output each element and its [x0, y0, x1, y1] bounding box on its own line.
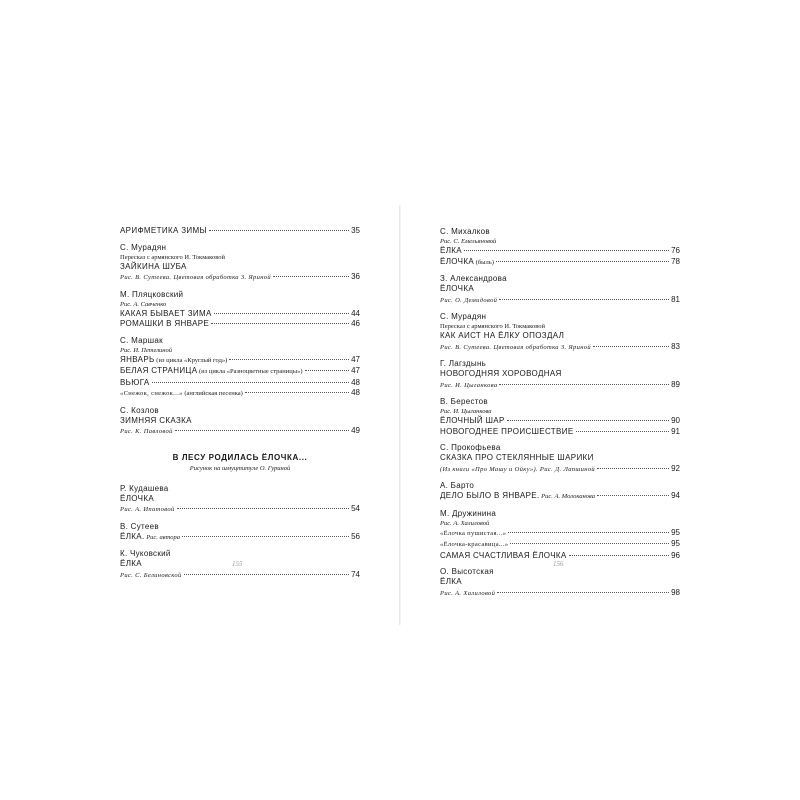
- toc-entry: [120, 335, 360, 400]
- dot-leader: [464, 250, 669, 251]
- toc-entry: [120, 289, 360, 330]
- toc-title-text: ЁЛКА: [120, 559, 142, 568]
- toc-title-text: Рис. А. Халиловой: [440, 589, 496, 597]
- dot-leader: [229, 359, 349, 360]
- toc-title: [440, 284, 474, 295]
- toc-title-note: (из цикла «Круглый год»): [154, 356, 228, 364]
- toc-row: [120, 426, 360, 438]
- toc-entry: [440, 508, 680, 562]
- toc-entry: [120, 226, 360, 237]
- toc-page-number: 47: [351, 366, 360, 375]
- toc-page-number: 94: [671, 491, 680, 500]
- toc-page-number: 35: [351, 226, 360, 235]
- toc-author: З. Александрова: [440, 274, 507, 283]
- toc-title-text: КАКАЯ БЫВАЕТ ЗИМА: [120, 308, 212, 318]
- toc-row: [120, 272, 360, 284]
- toc-title: [440, 416, 505, 427]
- toc-note: Рис. С. Емельяновой: [440, 238, 497, 245]
- toc-title: [440, 296, 497, 307]
- dot-leader: [593, 346, 669, 347]
- toc-author: С. Прокофьева: [440, 443, 501, 452]
- toc-page-number: 36: [351, 272, 360, 281]
- toc-page-number: 48: [351, 377, 360, 387]
- toc-title-text: Рис. В. Сутеева. Цветовая обработка З. Яриной: [120, 274, 271, 281]
- section-subtitle: Рисунок на шмуцтитуле О. Гуриной: [189, 464, 291, 472]
- left-page-number: 155: [232, 560, 243, 568]
- toc-title: [120, 389, 243, 400]
- toc-row: [440, 588, 680, 600]
- toc-title-text: «Снежок, снежок...»: [120, 390, 183, 397]
- toc-page-number: 56: [351, 531, 360, 541]
- toc-title: [440, 465, 595, 476]
- toc-entry: [440, 566, 680, 599]
- toc-page-number: 90: [671, 416, 680, 425]
- toc-entry: [440, 442, 680, 475]
- toc-title-note: (английская песенка): [182, 390, 243, 397]
- toc-title: [120, 505, 175, 516]
- toc-author: К. Чуковский: [120, 549, 171, 558]
- toc-title: [120, 427, 173, 438]
- dot-leader: [597, 468, 669, 469]
- toc-title-text: ЗАЙКИНА ШУБА: [120, 261, 187, 271]
- toc-page-number: 47: [351, 354, 360, 364]
- toc-title: [440, 369, 562, 380]
- toc-row: [120, 366, 360, 378]
- toc-row: [440, 577, 680, 588]
- toc-author: В. Берестов: [440, 397, 488, 406]
- dot-leader: [569, 555, 670, 556]
- toc-title: [120, 571, 182, 582]
- toc-row: [120, 388, 360, 400]
- toc-title-text: ВЬЮГА: [120, 377, 150, 387]
- dot-leader: [273, 276, 349, 277]
- toc-page-number: 92: [671, 463, 680, 473]
- toc-page-number: 74: [351, 569, 360, 579]
- toc-page-number: 78: [671, 256, 680, 266]
- toc-title-text: АРИФМЕТИКА ЗИМЫ: [120, 226, 207, 235]
- toc-title-text: РОМАШКИ В ЯНВАРЕ: [120, 319, 210, 328]
- toc-page-number: 95: [671, 539, 680, 548]
- toc-row: [440, 464, 680, 476]
- toc-page-number: 46: [351, 319, 360, 328]
- toc-title: [120, 262, 187, 273]
- toc-title-text: ЁЛОЧКА: [440, 256, 475, 266]
- toc-page-number: 83: [671, 341, 680, 351]
- toc-title-text: ЁЛКА.: [120, 531, 145, 541]
- toc-row: [120, 416, 360, 427]
- dot-leader: [499, 299, 669, 300]
- toc-title-text: ЁЛОЧКА: [120, 493, 155, 503]
- toc-title-text: НОВОГОДНЕЕ ПРОИСШЕСТВИЕ: [440, 426, 574, 436]
- toc-note: Пересказ с армянского И. Токмаковой: [120, 253, 225, 261]
- right-page-number: 156: [553, 560, 564, 568]
- toc-page-number: 48: [351, 388, 360, 397]
- toc-title: [120, 319, 209, 330]
- dot-leader: [209, 230, 349, 231]
- toc-title: [440, 577, 462, 588]
- toc-note: Рис. И. Петелиной: [120, 346, 173, 354]
- toc-row: [120, 226, 360, 237]
- toc-title: [120, 532, 180, 544]
- toc-title-text: Рис. В. Сутеева. Цветовая обработка З. Яриной: [440, 343, 591, 351]
- toc-title: [120, 355, 227, 367]
- dot-leader: [497, 592, 669, 593]
- dot-leader: [177, 508, 350, 509]
- dot-leader: [508, 532, 669, 533]
- toc-row: [120, 494, 360, 505]
- toc-title-note: (из цикла «Разноцветные страницы»): [197, 368, 303, 375]
- dot-leader: [175, 430, 349, 431]
- toc-entry: [120, 483, 360, 516]
- toc-illustrator: Рис. автора: [144, 533, 181, 541]
- dot-leader: [507, 420, 669, 421]
- dot-leader: [152, 382, 350, 383]
- toc-author: С. Козлов: [120, 405, 159, 415]
- toc-entry: [440, 311, 680, 353]
- toc-title-text: СКАЗКА ПРО СТЕКЛЯННЫЕ ШАРИКИ: [440, 453, 594, 462]
- toc-row: [120, 319, 360, 330]
- toc-title-text: ЁЛОЧКА: [440, 284, 475, 293]
- toc-title-text: ДЕЛО БЫЛО В ЯНВАРЕ.: [440, 491, 540, 500]
- dot-leader: [211, 323, 349, 324]
- toc-title: [440, 246, 462, 257]
- dot-leader: [496, 261, 669, 262]
- toc-row: [440, 380, 680, 392]
- toc-illustrator: Рис. А. Молоканова: [539, 493, 595, 500]
- toc-author: М. Пляцковский: [120, 289, 184, 299]
- toc-page-number: 96: [671, 550, 680, 560]
- toc-page-number: 54: [351, 504, 360, 513]
- toc-title: [120, 494, 154, 505]
- toc-title-text: (Из книги «Про Машу и Ойку»). Рис. Д. Лапшиной: [440, 465, 596, 473]
- toc-page-number: 44: [351, 308, 360, 318]
- toc-entry: [440, 273, 680, 306]
- toc-title: [440, 529, 506, 540]
- toc-title-text: ЁЛКА: [440, 577, 462, 586]
- toc-title: [440, 343, 591, 354]
- toc-page-number: 95: [671, 527, 680, 537]
- toc-row: [120, 262, 360, 273]
- toc-title: [120, 416, 192, 427]
- toc-title-text: ЁЛОЧНЫЙ ШАР: [440, 416, 505, 425]
- toc-title-note: (быль): [474, 258, 494, 266]
- toc-page-number: 49: [351, 426, 360, 435]
- toc-row: [440, 453, 680, 464]
- toc-row: [120, 378, 360, 389]
- toc-title-text: Рис. И. Цыганкова: [440, 381, 498, 389]
- toc-author: А. Барто: [440, 481, 475, 490]
- dot-leader: [597, 495, 669, 496]
- dot-leader: [576, 431, 670, 432]
- dot-leader: [184, 574, 349, 575]
- dot-leader: [510, 543, 669, 544]
- dot-leader: [499, 384, 669, 385]
- toc-author: В. Сутеев: [120, 521, 159, 531]
- toc-page-number: 81: [671, 294, 680, 304]
- toc-row: [120, 532, 360, 544]
- toc-title: [440, 453, 594, 464]
- toc-row: [440, 257, 680, 269]
- toc-title: [120, 273, 271, 284]
- toc-row: [440, 528, 680, 540]
- toc-title: [440, 589, 495, 600]
- toc-title-text: САМАЯ СЧАСТЛИВАЯ ЁЛОЧКА: [440, 550, 567, 560]
- toc-title-text: НОВОГОДНЯЯ ХОРОВОДНАЯ: [440, 369, 562, 378]
- section-title: В ЛЕСУ РОДИЛАСЬ ЁЛОЧКА...: [172, 452, 308, 462]
- toc-title-text: Рис. О. Демидовой: [440, 296, 498, 304]
- toc-title: [120, 309, 212, 320]
- toc-title: [440, 540, 508, 551]
- toc-title: [120, 366, 303, 378]
- toc-row: [440, 246, 680, 257]
- page-fold: [399, 205, 401, 625]
- toc-row: [120, 570, 360, 582]
- toc-title-text: Рис. К. Павловой: [120, 428, 173, 435]
- toc-entry: [440, 396, 680, 437]
- toc-page-number: 98: [671, 587, 680, 597]
- toc-title-text: БЕЛАЯ СТРАНИЦА: [120, 366, 198, 375]
- toc-title: [440, 491, 595, 503]
- toc-title-text: Рис. С. Белиновской: [120, 571, 182, 579]
- toc-author: О. Высотская: [440, 567, 494, 576]
- dot-leader: [305, 370, 350, 371]
- toc-title-text: КАК АИСТ НА ЁЛКУ ОПОЗДАЛ: [440, 331, 565, 340]
- toc-entry: [120, 242, 360, 284]
- toc-title: [120, 226, 207, 237]
- toc-note: Пересказ с армянского И. Токмаковой: [440, 323, 545, 330]
- toc-page-number: 89: [671, 379, 680, 389]
- toc-row: [440, 369, 680, 380]
- dot-leader: [245, 392, 349, 393]
- toc-row: [440, 342, 680, 354]
- toc-author: С. Мурадян: [440, 312, 487, 321]
- toc-entry: [120, 521, 360, 544]
- toc-entry: [440, 226, 680, 268]
- toc-title-text: «Ёлочка пушистая...»: [440, 529, 507, 537]
- toc-author: М. Дружинина: [440, 508, 497, 518]
- dot-leader: [182, 536, 349, 537]
- toc-title-text: ЗИМНЯЯ СКАЗКА: [120, 415, 192, 425]
- toc-title: [120, 378, 150, 389]
- toc-row: [120, 504, 360, 516]
- toc-author: Р. Кудашева: [120, 483, 169, 493]
- toc-title-text: Рис. А. Ипатовой: [120, 506, 175, 513]
- toc-row: [440, 416, 680, 427]
- toc-title: [120, 559, 142, 570]
- toc-entry: [120, 405, 360, 438]
- toc-row: [120, 309, 360, 320]
- toc-title: [440, 551, 567, 562]
- toc-note: Рис. А. Халиловой: [440, 519, 490, 527]
- right-page: [440, 226, 680, 604]
- toc-note: Рис. И. Цыганкова: [440, 408, 492, 415]
- toc-row: [440, 295, 680, 307]
- toc-title-text: «Ёлочка-красавица...»: [440, 541, 509, 548]
- toc-author: С. Маршак: [120, 335, 163, 345]
- toc-page-number: 91: [671, 426, 680, 436]
- toc-row: [120, 355, 360, 367]
- toc-title: [440, 331, 564, 342]
- toc-title-text: ЁЛКА: [440, 246, 462, 255]
- dot-leader: [214, 313, 349, 314]
- toc-row: [440, 539, 680, 551]
- toc-note: Рис. А. Савченко: [120, 300, 167, 308]
- toc-entry: [440, 480, 680, 503]
- toc-row: [440, 491, 680, 503]
- toc-title: [440, 427, 574, 438]
- toc-author: С. Михалков: [440, 227, 490, 236]
- left-page: [120, 226, 360, 586]
- toc-page-number: 76: [671, 246, 680, 255]
- toc-title-text: ЯНВАРЬ: [120, 354, 155, 364]
- toc-author: С. Мурадян: [120, 242, 167, 252]
- toc-title: [440, 257, 494, 269]
- toc-author: Г. Лагздынь: [440, 359, 487, 368]
- toc-row: [440, 284, 680, 295]
- toc-row: [440, 331, 680, 342]
- toc-row: [440, 427, 680, 438]
- toc-title: [440, 381, 497, 392]
- toc-entry: [440, 358, 680, 391]
